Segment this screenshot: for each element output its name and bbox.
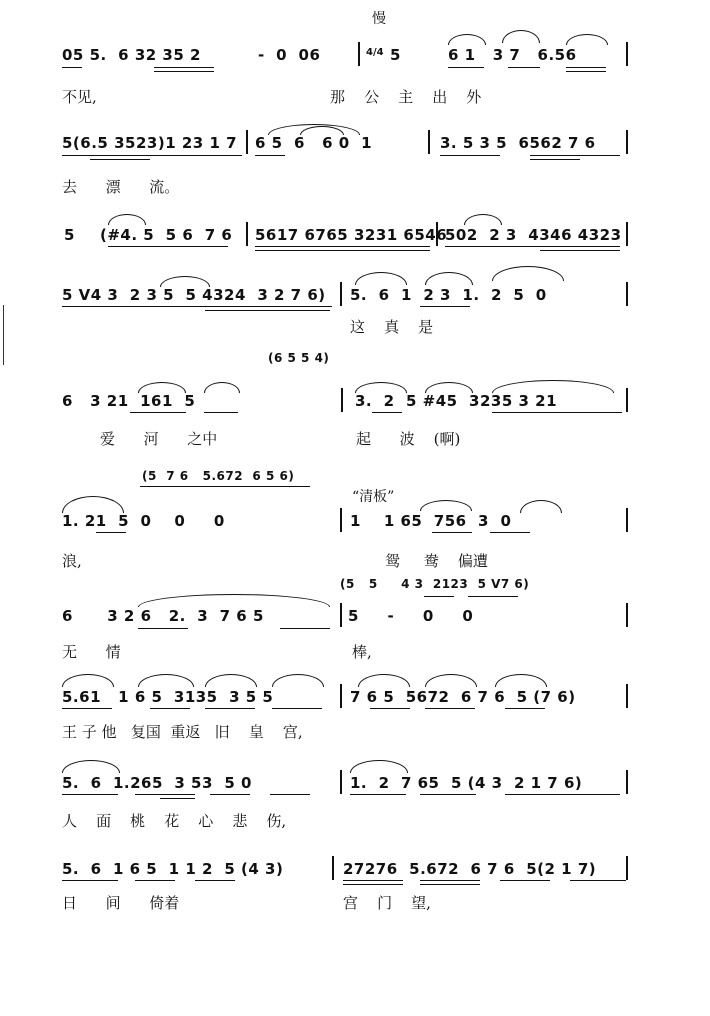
- slur: [272, 674, 324, 687]
- notation-segment: 1 1 65 756 3 0: [350, 512, 512, 530]
- lyric-line: 这 真 是: [350, 318, 434, 336]
- slur: [358, 674, 410, 687]
- barline: [626, 603, 628, 627]
- underline: [108, 246, 228, 247]
- slur: [205, 674, 257, 687]
- underline: [505, 708, 545, 709]
- barline: [626, 856, 628, 880]
- underline: [448, 67, 484, 68]
- barline: [626, 770, 628, 794]
- underline: [440, 155, 500, 156]
- notation-segment: 6 3 2 6 2. 3 7 6 5: [62, 607, 264, 625]
- underline: [420, 880, 480, 881]
- underline: [154, 67, 214, 68]
- underline: [432, 532, 472, 533]
- underline: [420, 794, 476, 795]
- slur: [62, 760, 120, 773]
- barline: [340, 282, 342, 306]
- slur: [62, 496, 124, 513]
- slur: [138, 674, 194, 687]
- barline: [332, 856, 334, 880]
- underline: [270, 794, 310, 795]
- notation-segment: 5 - 0 0: [348, 607, 474, 625]
- underline: [135, 880, 175, 881]
- underline: [62, 708, 112, 709]
- barline: [626, 282, 628, 306]
- slur: [108, 214, 146, 225]
- underline: [508, 67, 540, 68]
- underline: [425, 708, 475, 709]
- slur: [160, 276, 210, 287]
- underline: [468, 596, 518, 597]
- underline: [62, 794, 118, 795]
- lyric-line: 起 波 (啊): [356, 430, 461, 448]
- accompaniment-group: (5 7 6 5.672 6 5 6): [142, 469, 295, 483]
- slur: [425, 674, 477, 687]
- barline: [341, 388, 343, 412]
- notation-segment: 5617 6765 3231 6546: [255, 226, 448, 244]
- lyric-line: 爱 河 之中: [100, 430, 218, 448]
- underline: [424, 596, 454, 597]
- notation-segment: 5(6.5 3523)1 23 1 7: [62, 134, 238, 152]
- slur: [62, 674, 114, 687]
- underline: [62, 880, 118, 881]
- underline: [420, 306, 470, 307]
- underline: [96, 532, 126, 533]
- barline: [340, 603, 342, 627]
- notation-segment: (#4. 5 5 6 7 6: [100, 226, 233, 244]
- slur: [492, 380, 614, 393]
- underline: [350, 794, 406, 795]
- underline: [370, 708, 410, 709]
- lyric-line: 日 间 倚着: [62, 894, 180, 912]
- underline: [62, 67, 82, 68]
- lyric-line: 鸳 鸯 偏遭: [385, 552, 488, 570]
- slur: [448, 34, 486, 45]
- underline: [505, 794, 620, 795]
- margin-line: [3, 305, 4, 365]
- barline: [340, 770, 342, 794]
- underline: [570, 880, 626, 881]
- underline: [500, 880, 550, 881]
- notation-segment: 502 2 3 4346 4323: [445, 226, 622, 244]
- underline: [62, 306, 332, 307]
- notation-segment: 5. 6 1 6 5 1 1 2 5 (4 3): [62, 860, 284, 878]
- underline: [140, 486, 310, 487]
- underline: [195, 880, 235, 881]
- underline: [135, 794, 195, 795]
- underline: [343, 884, 403, 885]
- notation-segment: - 0 06: [258, 46, 321, 64]
- slur: [350, 760, 408, 773]
- underline: [566, 67, 606, 68]
- underline: [154, 71, 214, 72]
- barline: [626, 684, 628, 708]
- slur: [138, 594, 330, 607]
- underline: [150, 708, 190, 709]
- slur: [566, 34, 608, 45]
- notation-segment: 5: [390, 46, 401, 64]
- barline: [626, 130, 628, 154]
- notation-segment: 05 5. 6 32 35 2: [62, 46, 201, 64]
- slur: [464, 214, 502, 225]
- slur: [355, 272, 407, 285]
- underline: [492, 412, 622, 413]
- underline: [130, 412, 186, 413]
- lyric-line: 王 子 他 复国 重返 旧 皇 宫,: [62, 723, 303, 741]
- underline: [90, 159, 150, 160]
- underline: [445, 246, 620, 247]
- underline: [530, 159, 580, 160]
- slur: [420, 500, 472, 511]
- underline: [205, 310, 330, 311]
- barline: [246, 130, 248, 154]
- lyric-line: 那 公 主 出 外: [330, 88, 482, 106]
- underline: [372, 412, 402, 413]
- underline: [255, 250, 430, 251]
- notation-segment: 5. 6 1 2 3 1. 2 5 0: [350, 286, 547, 304]
- notation-segment: 6 5 6 6 0 1: [255, 134, 373, 152]
- notation-segment: 5.61 1 6 5 3135 3 5 5: [62, 688, 274, 706]
- accompaniment-group: (6 5 5 4): [268, 351, 330, 365]
- slur: [425, 382, 473, 393]
- underline: [490, 532, 530, 533]
- underline: [420, 884, 480, 885]
- underline: [160, 798, 195, 799]
- underline: [62, 155, 242, 156]
- barline: [626, 388, 628, 412]
- qingban-marking: “清板”: [352, 489, 395, 505]
- lyric-line: 去 漂 流。: [62, 178, 180, 196]
- slur: [355, 382, 407, 393]
- underline: [343, 880, 403, 881]
- tempo-marking: 慢: [372, 11, 386, 27]
- lyric-line: 无 情: [62, 643, 121, 661]
- slur: [495, 674, 547, 687]
- slur: [138, 382, 186, 393]
- underline: [205, 708, 255, 709]
- underline: [272, 708, 322, 709]
- underline: [210, 794, 250, 795]
- lyric-line: 棒,: [352, 643, 372, 661]
- slur: [502, 30, 540, 43]
- notation-segment: 27276 5.672 6 7 6 5(2 1 7): [343, 860, 597, 878]
- barline: [626, 42, 628, 66]
- notation-segment: 5 V4 3 2 3 5 5 4324 3 2 7 6): [62, 286, 326, 304]
- notation-segment: 1. 21 5 0 0 0: [62, 512, 225, 530]
- slur: [520, 500, 562, 513]
- notation-segment: 5. 6 1.265 3 53 5 0: [62, 774, 252, 792]
- notation-segment: 3. 2 5 #45 3235 3 21: [355, 392, 558, 410]
- underline: [138, 628, 188, 629]
- notation-segment: 7 6 5 5672 6 7 6 5 (7 6): [350, 688, 576, 706]
- notation-segment: 3. 5 3 5 6562 7 6: [440, 134, 596, 152]
- barline: [626, 508, 628, 532]
- notation-segment: 6 3 21 161 5: [62, 392, 196, 410]
- barline: [436, 222, 438, 246]
- underline: [204, 412, 238, 413]
- notation-segment: 1. 2 7 65 5 (4 3 2 1 7 6): [350, 774, 583, 792]
- barline: [626, 222, 628, 246]
- underline: [566, 71, 606, 72]
- underline: [255, 246, 430, 247]
- barline: [246, 222, 248, 246]
- notation-segment: 5: [64, 226, 75, 244]
- slur: [492, 266, 564, 281]
- barline: [340, 684, 342, 708]
- underline: [530, 155, 620, 156]
- barline: [428, 130, 430, 154]
- lyric-line: 人 面 桃 花 心 悲 伤,: [62, 812, 287, 830]
- time-signature: 4/4: [366, 47, 384, 58]
- accompaniment-group: (5 5 4 3 2123 5 V7 6): [340, 577, 530, 591]
- lyric-line: 浪,: [62, 552, 82, 570]
- underline: [255, 155, 285, 156]
- lyric-line: 不见,: [62, 88, 97, 106]
- slur: [425, 272, 473, 285]
- underline: [280, 628, 330, 629]
- barline: [340, 508, 342, 532]
- slur: [204, 382, 240, 393]
- barline: [358, 42, 360, 66]
- lyric-line: 宫 门 望,: [343, 894, 431, 912]
- notation-segment: 6 1 3 7 6.56: [448, 46, 577, 64]
- underline: [540, 250, 620, 251]
